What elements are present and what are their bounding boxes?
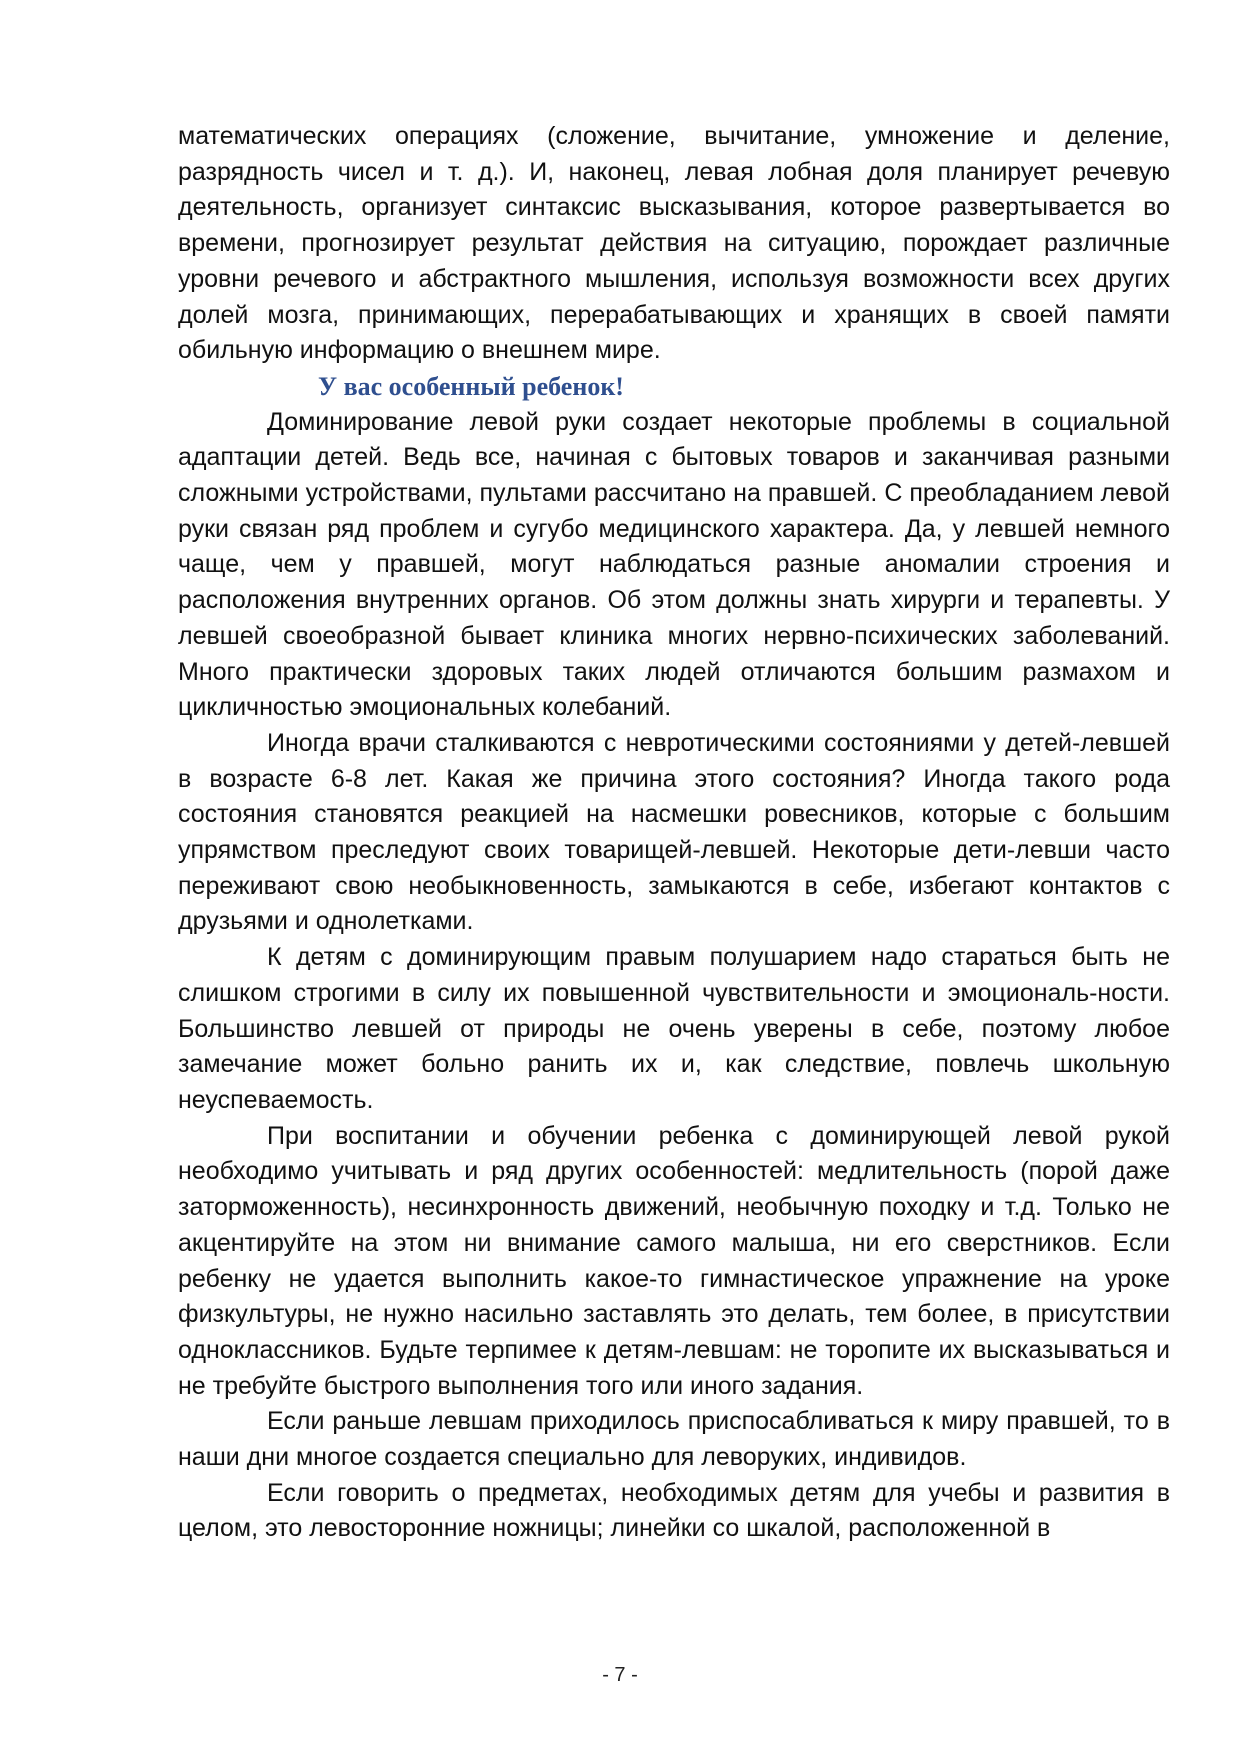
paragraph: Если говорить о предметах, необходимых детям для учебы и развития в целом, это левосторонние ножницы; линейки со шкалой, расположенной в xyxy=(178,1478,1170,1543)
paragraph: Иногда врачи сталкиваются с невротическими состояниями у детей-левшей в возрасте 6-8 лет. Какая же причина этого состояния? Иногда такого рода состояния становятся реакцией на насмешки ровесников, которые с большим упрямством преследуют своих товарищей-левшей. Некоторые дети-левши часто переживают свою необыкновенность, замыкаются в себе, избегают контактов с друзьями и однолетками. xyxy=(178,728,1170,936)
page-number: - 7 - xyxy=(602,1664,638,1686)
paragraph: Доминирование левой руки создает некоторые проблемы в социальной адаптации детей. Ведь все, начиная с бытовых товаров и заканчивая разными сложными устройствами, пультами рассчитано на правшей. С преобладанием левой руки связан ряд проблем и сугубо медицинского характера. Да, у левшей немного чаще, чем у правшей, могут наблюдаться разные аномалии строения и расположения внутренних органов. Об этом должны знать хирурги и терапевты. У левшей своеобразной бывает клиника многих нервно-психических заболеваний. Много практически здоровых таких людей отличаются большим размахом и цикличностью эмоциональных колебаний. xyxy=(178,407,1170,722)
paragraph: Если раньше левшам приходилось приспосабливаться к миру правшей, то в наши дни многое создается специально для леворуких, индивидов. xyxy=(178,1407,1170,1472)
page-body xyxy=(178,119,1170,1547)
paragraph: К детям с доминирующим правым полушарием надо стараться быть не слишком строгими в силу их повышенной чувствительности и эмоциональ-ности. Большинство левшей от природы не очень уверены в себе, поэтому любое замечание может больно ранить их и, как следствие, повлечь школьную неуспеваемость. xyxy=(178,943,1170,1114)
paragraph-continuation: математических операциях (сложение, вычитание, умножение и деление, разрядность чисел и т. д.). И, наконец, левая лобная доля планирует речевую деятельность, организует синтаксис высказывания, которое развертывается во времени, прогнозирует результат действия на ситуацию, порождает различные уровни речевого и абстрактного мышления, используя возможности всех других долей мозга, принимающих, перерабатывающих и хранящих в своей памяти обильную информацию о внешнем мире. xyxy=(178,122,1170,365)
paragraph: При воспитании и обучении ребенка с доминирующей левой рукой необходимо учитывать и ряд других особенностей: медлительность (порой даже заторможенность), несинхронность движений, необычную походку и т.д. Только не акцентируйте на этом ни внимание самого малыша, ни его сверстников. Если ребенку не удается выполнить какое-то гимнастическое упражнение на уроке физкультуры, не нужно насильно заставлять это делать, тем более, в присутствии одноклассников. Будьте терпимее к детям-левшам: не торопите их высказываться и не требуйте быстрого выполнения того или иного задания. xyxy=(178,1121,1170,1400)
section-heading: У вас особенный ребенок! xyxy=(318,371,624,401)
